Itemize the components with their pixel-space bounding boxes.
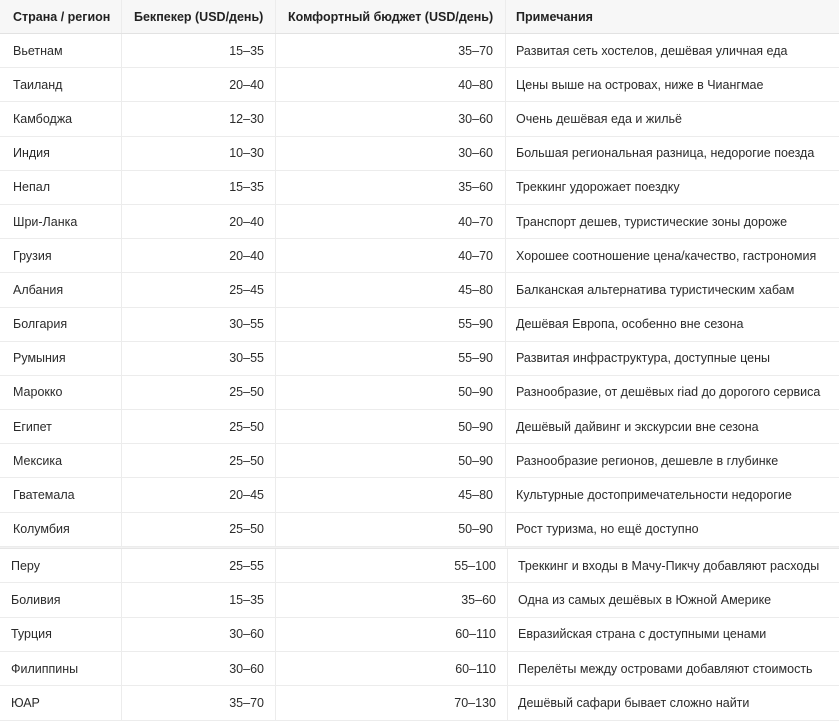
country-cell: Египет <box>0 410 122 443</box>
comfort-cell: 40–70 <box>276 205 506 238</box>
country-cell: Индия <box>0 137 122 170</box>
country-cell: Вьетнам <box>0 34 122 67</box>
table-row <box>0 102 839 136</box>
country-cell: Албания <box>0 273 122 306</box>
table-row <box>0 273 839 307</box>
notes-cell: Дешёвый дайвинг и экскурсии вне сезона <box>516 419 759 434</box>
table-row <box>0 205 839 239</box>
table-body-part-a <box>0 34 839 547</box>
table-row <box>0 239 839 273</box>
backpacker-cell: 30–60 <box>122 618 276 651</box>
comfort-cell: 45–80 <box>276 478 506 511</box>
notes-cell: Большая региональная разница, недорогие поезда <box>516 146 815 161</box>
notes-cell: Одна из самых дешёвых в Южной Америке <box>518 592 772 607</box>
backpacker-cell: 30–60 <box>122 652 276 685</box>
table-header-row <box>0 0 839 34</box>
notes-cell: Треккинг и входы в Мачу-Пикчу добавляют расходы <box>518 558 820 573</box>
country-cell: ЮАР <box>0 686 122 719</box>
comfort-cell: 30–60 <box>276 137 506 170</box>
backpacker-cell: 15–35 <box>122 583 276 616</box>
comfort-cell: 45–80 <box>276 273 506 306</box>
comfort-cell: 55–90 <box>276 342 506 375</box>
backpacker-cell: 20–40 <box>122 68 276 101</box>
table-row <box>0 583 839 617</box>
country-cell: Колумбия <box>0 513 122 546</box>
notes-cell: Разнообразие, от дешёвых riad до дорогого сервиса <box>516 385 821 400</box>
comfort-cell: 40–70 <box>276 239 506 272</box>
notes-cell: Очень дешёвая еда и жильё <box>516 111 682 126</box>
backpacker-cell: 30–55 <box>122 308 276 341</box>
comfort-cell: 40–80 <box>276 68 506 101</box>
comfort-cell: 35–60 <box>276 171 506 204</box>
notes-cell: Дешёвый сафари бывает сложно найти <box>518 696 750 711</box>
notes-cell: Балканская альтернатива туристическим хабам <box>516 282 795 297</box>
header-notes: Примечания <box>516 9 593 24</box>
backpacker-cell: 25–50 <box>122 376 276 409</box>
table-row <box>0 308 839 342</box>
table-row <box>0 34 839 68</box>
table-row <box>0 68 839 102</box>
table-row <box>0 171 839 205</box>
comfort-cell: 35–70 <box>276 34 506 67</box>
country-cell: Турция <box>0 618 122 651</box>
country-cell: Таиланд <box>0 68 122 101</box>
table-row <box>0 342 839 376</box>
notes-cell: Разнообразие регионов, дешевле в глубинке <box>516 453 779 468</box>
table-row <box>0 478 839 512</box>
backpacker-cell: 20–45 <box>122 478 276 511</box>
backpacker-cell: 25–55 <box>122 549 276 582</box>
comfort-cell: 60–110 <box>276 618 508 651</box>
backpacker-cell: 12–30 <box>122 102 276 135</box>
notes-cell: Треккинг удорожает поездку <box>516 180 680 195</box>
table-row <box>0 137 839 171</box>
table-row <box>0 652 839 686</box>
backpacker-cell: 30–55 <box>122 342 276 375</box>
backpacker-cell: 25–50 <box>122 513 276 546</box>
table-row <box>0 410 839 444</box>
table-row <box>0 549 839 583</box>
backpacker-cell: 20–40 <box>122 205 276 238</box>
country-cell: Болгария <box>0 308 122 341</box>
notes-cell: Развитая инфраструктура, доступные цены <box>516 351 770 366</box>
notes-cell: Перелёты между островами добавляют стоимость <box>518 661 813 676</box>
table-row <box>0 686 839 720</box>
comfort-cell: 50–90 <box>276 444 506 477</box>
country-cell: Боливия <box>0 583 122 616</box>
notes-cell: Транспорт дешев, туристические зоны дороже <box>516 214 788 229</box>
comfort-cell: 50–90 <box>276 376 506 409</box>
country-cell: Перу <box>0 549 122 582</box>
comfort-cell: 60–110 <box>276 652 508 685</box>
notes-cell: Хорошее соотношение цена/качество, гастрономия <box>516 248 817 263</box>
country-cell: Грузия <box>0 239 122 272</box>
backpacker-cell: 10–30 <box>122 137 276 170</box>
backpacker-cell: 25–50 <box>122 444 276 477</box>
notes-cell: Евразийская страна с доступными ценами <box>518 627 767 642</box>
country-cell: Шри-Ланка <box>0 205 122 238</box>
country-cell: Филиппины <box>0 652 122 685</box>
comfort-cell: 50–90 <box>276 513 506 546</box>
comfort-cell: 55–100 <box>276 549 508 582</box>
backpacker-cell: 25–45 <box>122 273 276 306</box>
comfort-cell: 30–60 <box>276 102 506 135</box>
country-cell: Гватемала <box>0 478 122 511</box>
table-row <box>0 618 839 652</box>
notes-cell: Развитая сеть хостелов, дешёвая уличная еда <box>516 43 788 58</box>
country-cell: Непал <box>0 171 122 204</box>
comfort-cell: 70–130 <box>276 686 508 719</box>
country-cell: Румыния <box>0 342 122 375</box>
table-row <box>0 376 839 410</box>
backpacker-cell: 20–40 <box>122 239 276 272</box>
header-comfort: Комфортный бюджет (USD/день) <box>276 0 506 33</box>
table-row <box>0 513 839 547</box>
country-cell: Камбоджа <box>0 102 122 135</box>
backpacker-cell: 35–70 <box>122 686 276 719</box>
table-row <box>0 444 839 478</box>
comfort-cell: 35–60 <box>276 583 508 616</box>
comfort-cell: 55–90 <box>276 308 506 341</box>
backpacker-cell: 25–50 <box>122 410 276 443</box>
table-body-part-b <box>0 549 839 721</box>
country-cell: Марокко <box>0 376 122 409</box>
backpacker-cell: 15–35 <box>122 171 276 204</box>
notes-cell: Рост туризма, но ещё доступно <box>516 522 699 537</box>
header-country: Страна / регион <box>0 0 122 33</box>
comfort-cell: 50–90 <box>276 410 506 443</box>
backpacker-cell: 15–35 <box>122 34 276 67</box>
header-backpacker: Бекпекер (USD/день) <box>122 0 276 33</box>
country-cell: Мексика <box>0 444 122 477</box>
notes-cell: Цены выше на островах, ниже в Чиангмае <box>516 77 764 92</box>
notes-cell: Культурные достопримечательности недорогие <box>516 488 792 503</box>
notes-cell: Дешёвая Европа, особенно вне сезона <box>516 317 744 332</box>
